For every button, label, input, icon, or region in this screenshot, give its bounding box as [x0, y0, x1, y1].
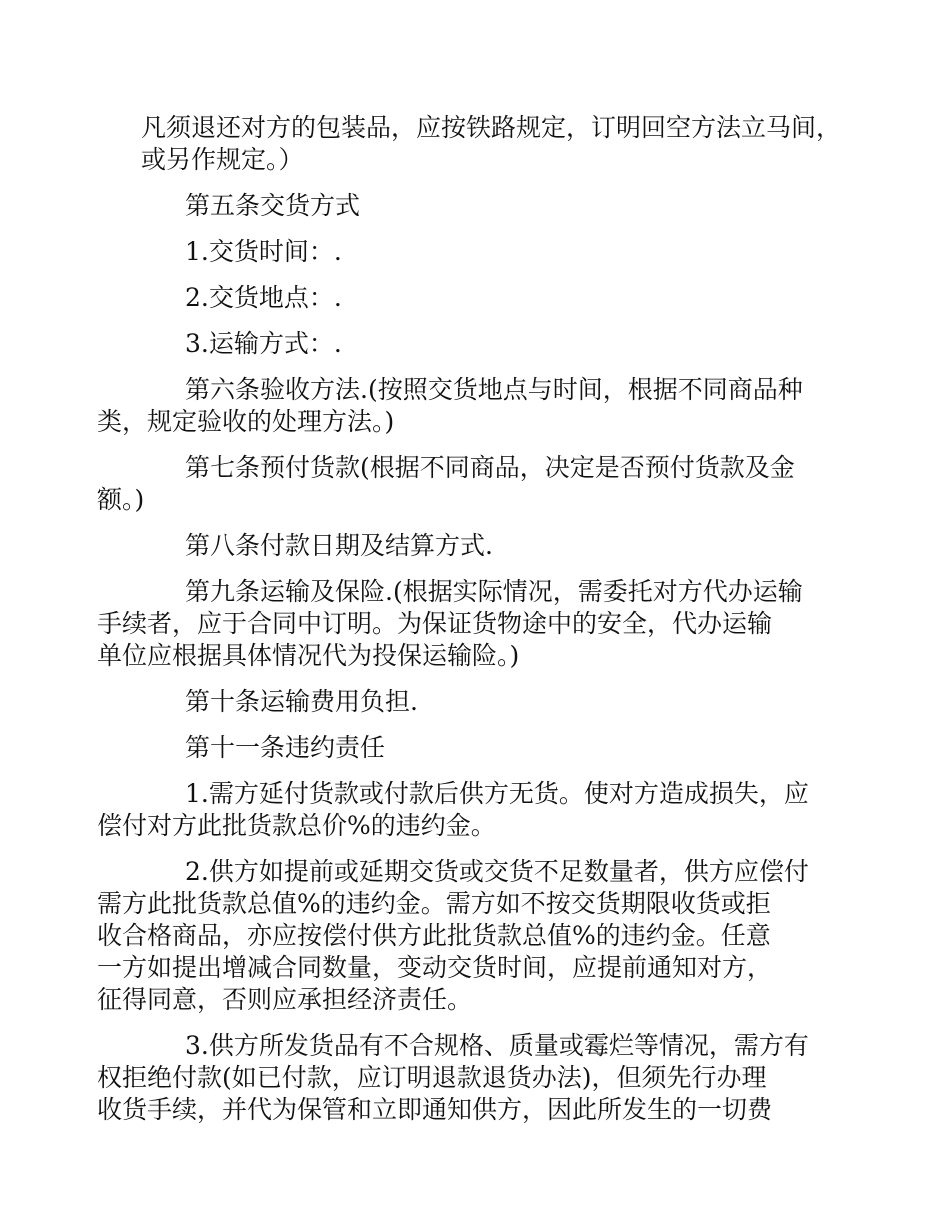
text-line: 2.供方如提前或延期交货或交货不足数量者，供方应偿付: [185, 857, 809, 886]
text-line: 第七条预付货款(根据不同商品，决定是否预付货款及金: [185, 453, 795, 482]
clause-11-heading: [141, 732, 841, 764]
text-line: 第十条运输费用负担.: [185, 687, 418, 716]
clause-10-heading: [141, 686, 841, 718]
text-line: 额。): [97, 485, 145, 514]
text-line: 一方如提出增减合同数量，变动交货时间，应提前通知对方，: [97, 953, 773, 982]
liability-item-3: [97, 1030, 841, 1126]
text-line: 2.交货地点：.: [185, 283, 342, 312]
text-line: 第五条交货方式: [185, 191, 361, 220]
text-line: 1.交货时间：.: [185, 237, 342, 266]
text-line: 凡须退还对方的包装品，应按铁路规定，订明回空方法立马间，: [141, 113, 842, 142]
text-line: 第九条运输及保险.(根据实际情况，需委托对方代办运输: [185, 577, 803, 606]
text-line: 或另作规定。）: [141, 145, 304, 174]
document-body: [97, 112, 842, 1140]
text-line: 第六条验收方法.(按照交货地点与时间，根据不同商品种: [185, 375, 803, 404]
text-line: 单位应根据具体情况代为投保运输险。): [97, 641, 520, 670]
clause-9-paragraph: [97, 576, 841, 672]
text-line: 收货手续，并代为保管和立即通知供方，因此所发生的一切费: [97, 1095, 773, 1124]
clause-5-heading: [141, 190, 841, 222]
text-line: 第十一条违约责任: [185, 733, 386, 762]
paragraph-continuation: [141, 112, 841, 176]
delivery-time-item: [141, 236, 841, 268]
text-line: 3.供方所发货品有不合规格、质量或霉烂等情况，需方有: [185, 1031, 809, 1060]
text-line: 手续者，应于合同中订明。为保证货物途中的安全，代办运输: [97, 609, 773, 638]
text-line: 征得同意，否则应承担经济责任。: [97, 985, 473, 1014]
text-line: 类，规定验收的处理方法。): [97, 407, 395, 436]
clause-7-paragraph: [97, 452, 841, 516]
text-line: 3.运输方式：.: [185, 329, 342, 358]
clause-8-heading: [141, 530, 841, 562]
text-line: 需方此批货款总值%的违约金。需方如不按交货期限收货或拒: [97, 889, 771, 918]
transport-method-item: [141, 328, 841, 360]
clause-6-paragraph: [97, 374, 841, 438]
text-line: 收合格商品，亦应按偿付供方此批货款总值%的违约金。任意: [97, 921, 771, 950]
liability-item-1: [97, 778, 841, 842]
delivery-place-item: [141, 282, 841, 314]
text-line: 偿付对方此批货款总价%的违约金。: [97, 811, 496, 840]
liability-item-2: [97, 856, 841, 1016]
text-line: 第八条付款日期及结算方式.: [185, 531, 493, 560]
text-line: 1.需方延付货款或付款后供方无货。使对方造成损失，应: [185, 779, 809, 808]
text-line: 权拒绝付款(如已付款，应订明退款退货办法)，但须先行办理: [97, 1063, 767, 1092]
